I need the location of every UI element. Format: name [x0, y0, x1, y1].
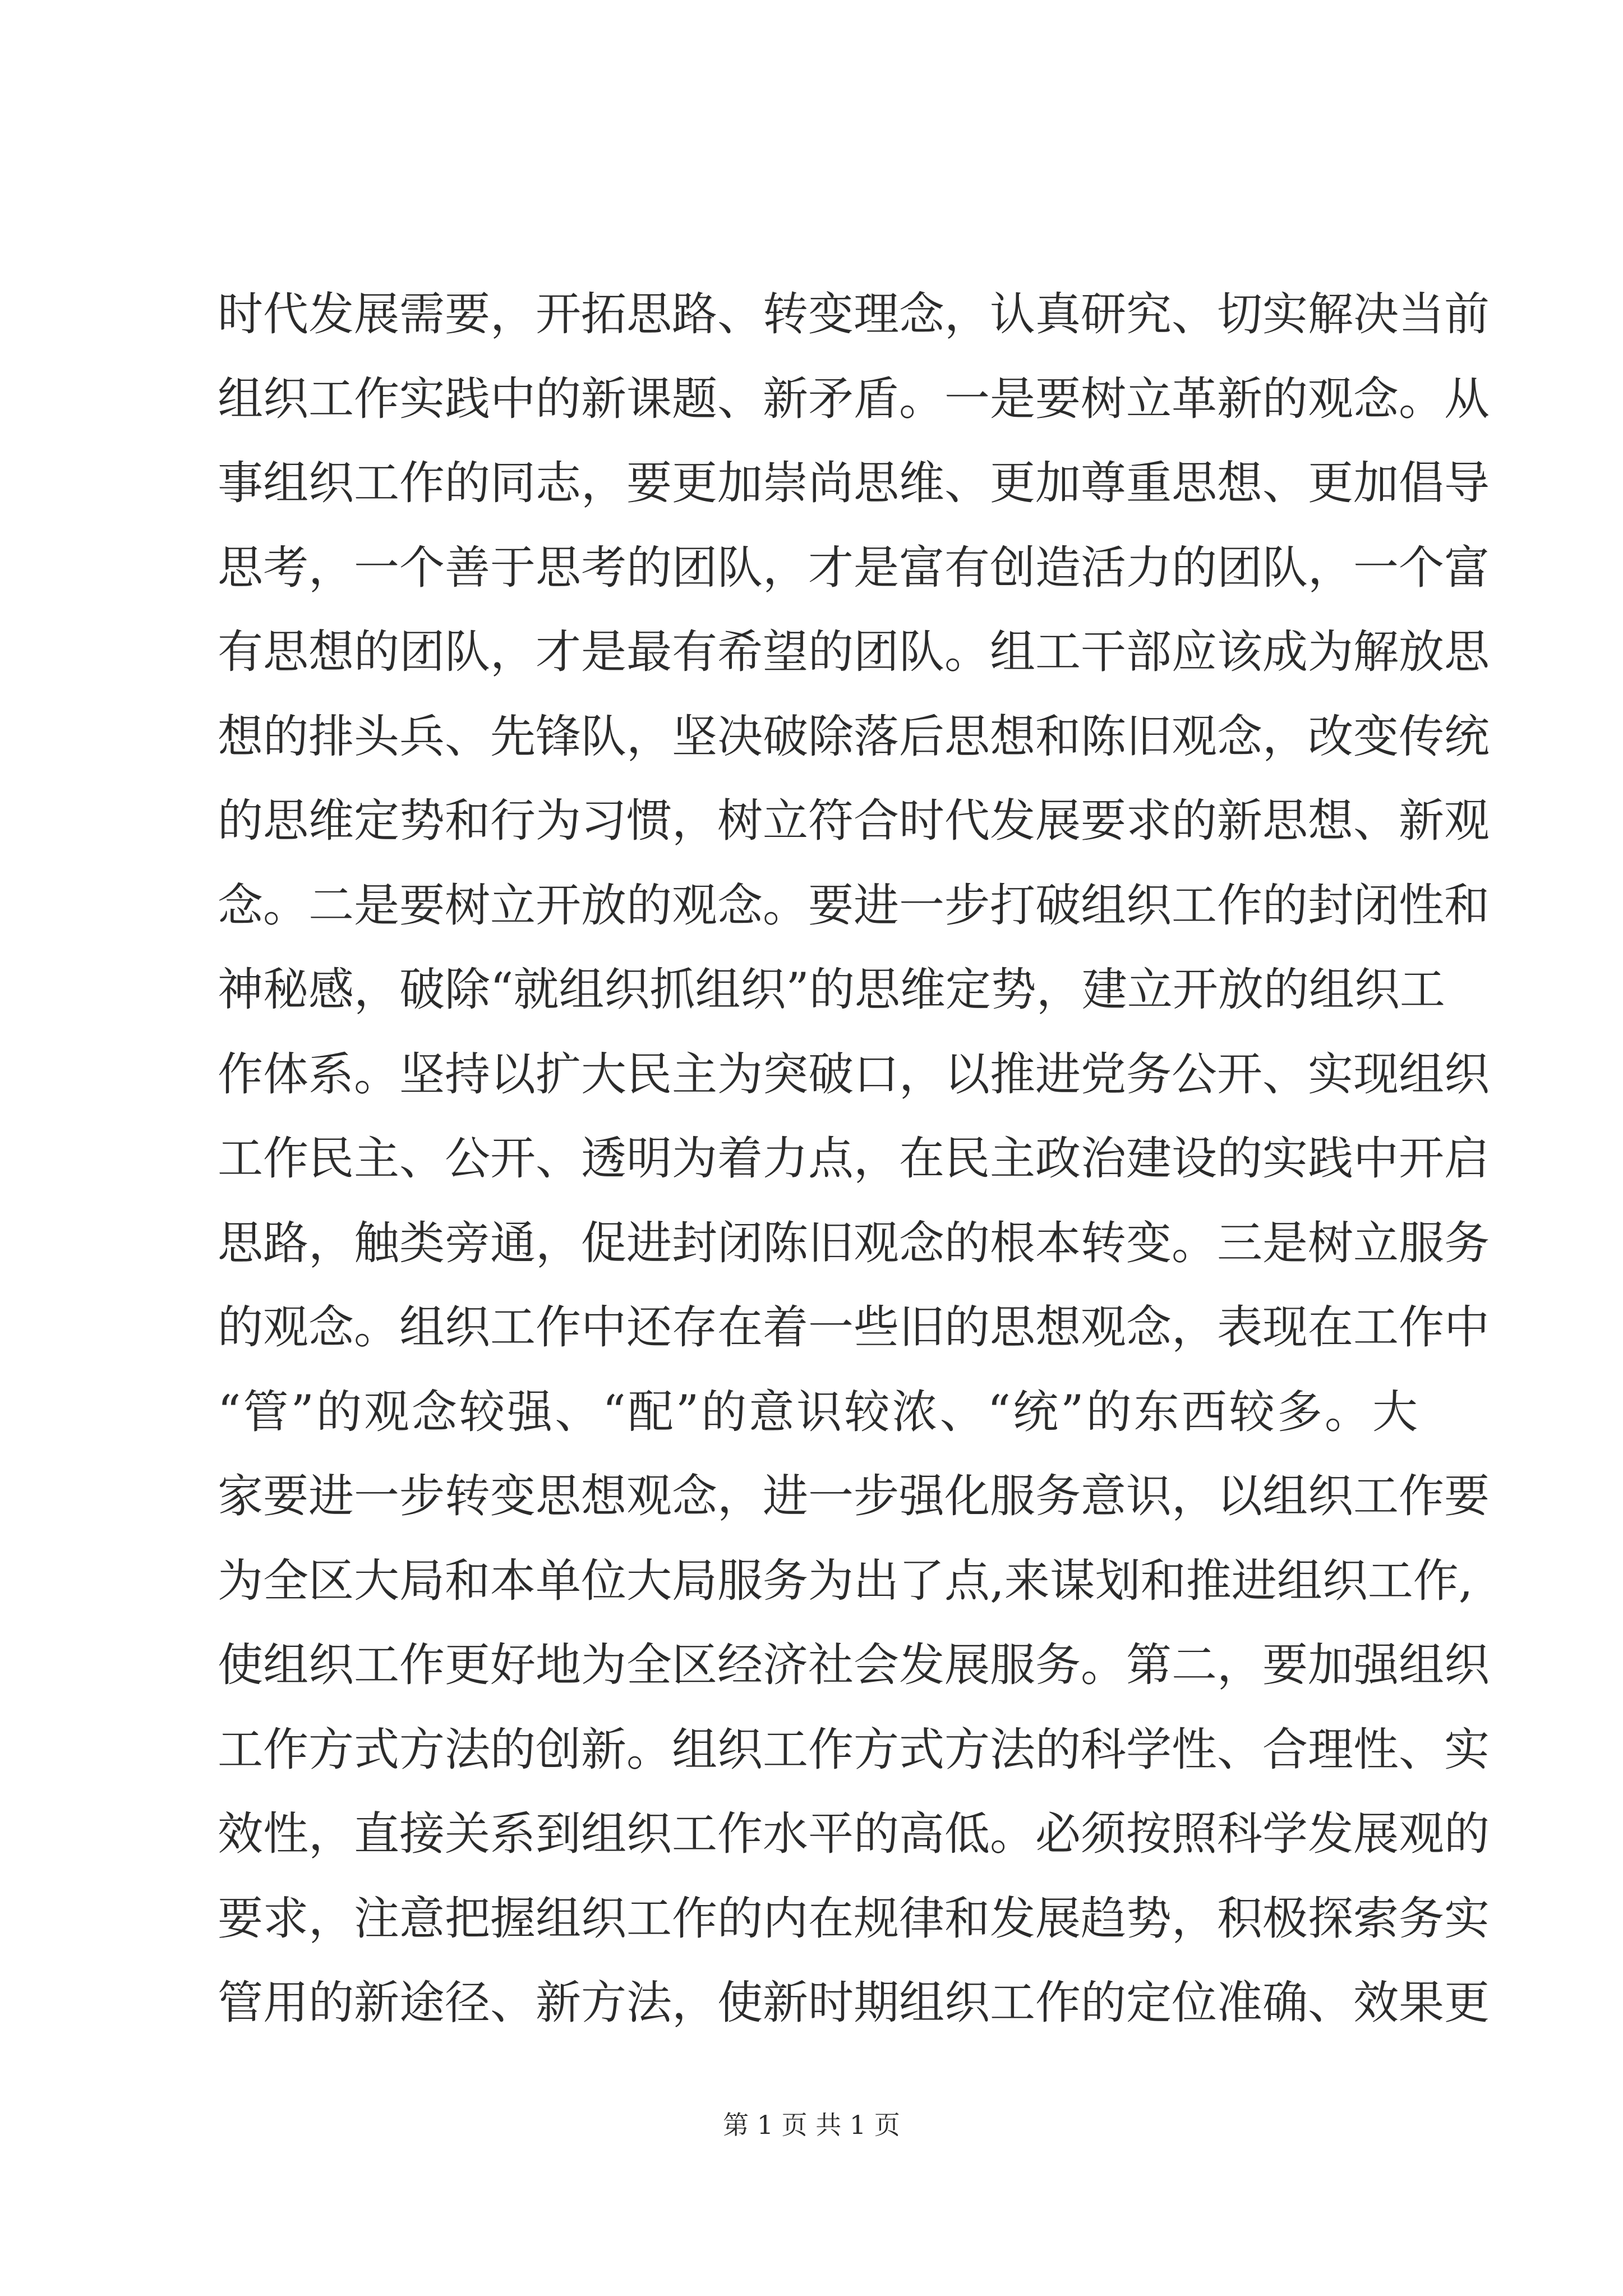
text-line: 有思想的团队，才是最有希望的团队。组工干部应该成为解放思 [218, 626, 1490, 679]
text-line: 的思维定势和行为习惯，树立符合时代发展要求的新思想、新观 [218, 795, 1490, 848]
text-line: 效性，直接关系到组织工作水平的高低。必须按照科学发展观的 [218, 1808, 1490, 1861]
text-line: 工作方式方法的创新。组织工作方式方法的科学性、合理性、实 [218, 1723, 1490, 1777]
text-line: 时代发展需要，开拓思路、转变理念，认真研究、切实解决当前 [218, 288, 1490, 341]
text-line: 思考，一个善于思考的团队，才是富有创造活力的团队，一个富 [218, 541, 1490, 595]
text-line: 念。二是要树立开放的观念。要进一步打破组织工作的封闭性和 [218, 879, 1490, 932]
text-line: 作体系。坚持以扩大民主为突破口，以推进党务公开、实现组织 [218, 1048, 1490, 1101]
body-text [218, 273, 1490, 2046]
text-line: 家要进一步转变思想观念，进一步强化服务意识，以组织工作要 [218, 1470, 1490, 1523]
text-line: 管用的新途径、新方法，使新时期组织工作的定位准确、效果更 [218, 1977, 1490, 2030]
text-line: “管”的观念较强、“配”的意识较浓、“统”的东西较多。大 [218, 1386, 1418, 1439]
page-footer: 第 1 页 共 1 页 [723, 2110, 900, 2140]
text-line: 思路，触类旁通，促进封闭陈旧观念的根本转变。三是树立服务 [218, 1217, 1490, 1270]
text-line: 工作民主、公开、透明为着力点，在民主政治建设的实践中开启 [218, 1133, 1490, 1185]
text-line: 事组织工作的同志，要更加崇尚思维、更加尊重思想、更加倡导 [218, 457, 1490, 510]
text-line: 组织工作实践中的新课题、新矛盾。一是要树立革新的观念。从 [218, 372, 1490, 426]
text-line: 神秘感，破除“就组织抓组织”的思维定势，建立开放的组织工 [218, 964, 1445, 1016]
text-line: 使组织工作更好地为全区经济社会发展服务。第二，要加强组织 [218, 1639, 1490, 1692]
text-line: 为全区大局和本单位大局服务为出了点,来谋划和推进组织工作, [218, 1554, 1473, 1608]
text-line: 要求，注意把握组织工作的内在规律和发展趋势，积极探索务实 [218, 1892, 1490, 1945]
text-line: 想的排头兵、先锋队，坚决破除落后思想和陈旧观念，改变传统 [218, 710, 1490, 763]
text-line: 的观念。组织工作中还存在着一些旧的思想观念，表现在工作中 [218, 1301, 1490, 1354]
